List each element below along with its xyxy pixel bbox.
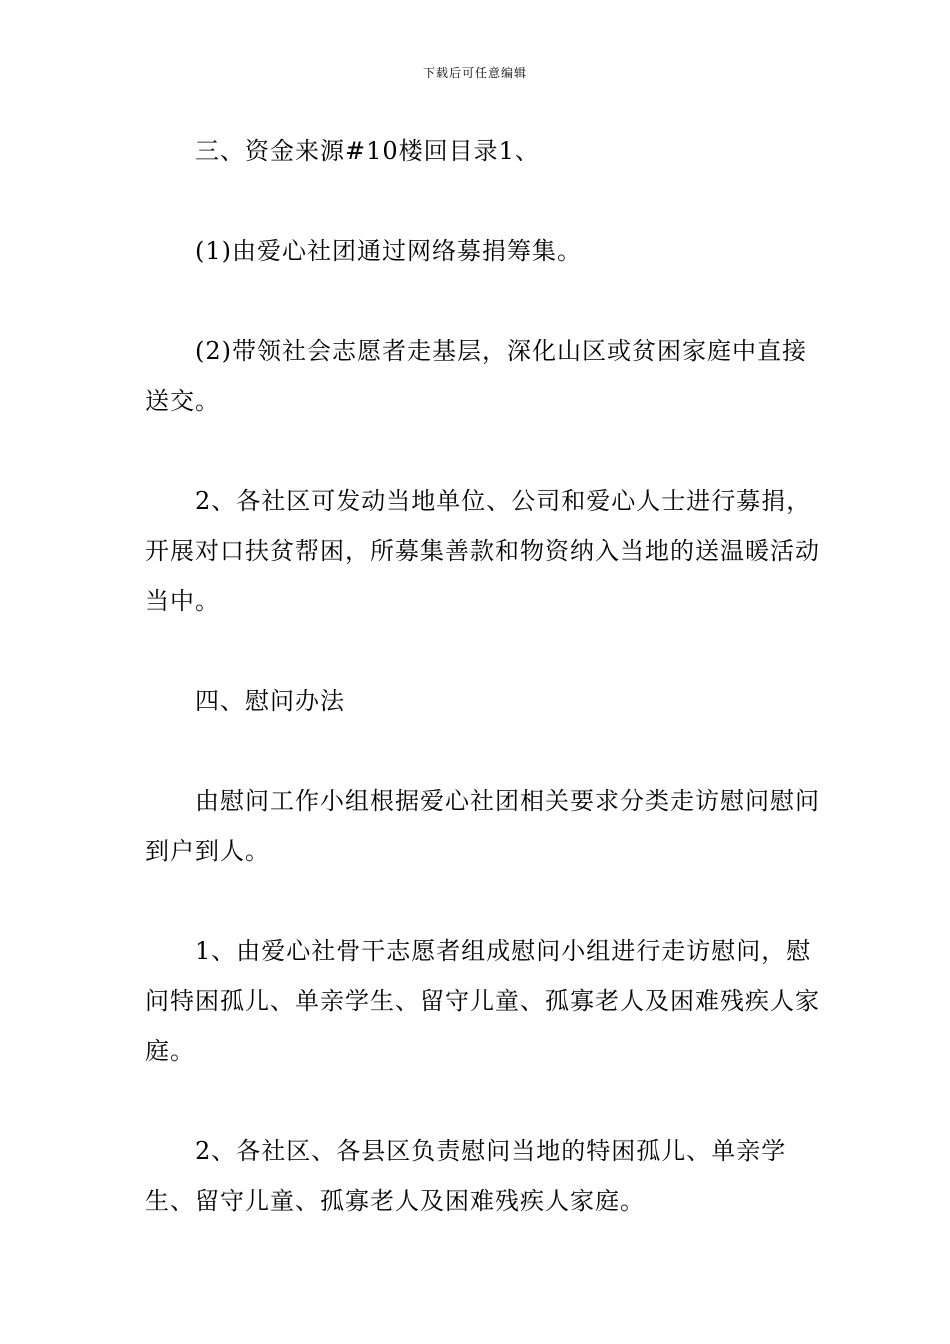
section-heading-methods: 四、慰问办法	[195, 687, 345, 715]
paragraph-item-6: 2、各社区、各县区负责慰问当地的特困孤儿、单亲学生、留守儿童、孤寡老人及困难残疾人家庭。	[145, 1137, 787, 1215]
paragraph-item-1: (1)由爱心社团通过网络募捐筹集。	[195, 237, 582, 265]
paragraph-item-5: 1、由爱心社骨干志愿者组成慰问小组进行走访慰问，慰问特困孤儿、单亲学生、留守儿童、孤寡老人及困难残疾人家庭。	[145, 937, 820, 1065]
paragraph-item-2: (2)带领社会志愿者走基层，深化山区或贫困家庭中直接送交。	[145, 337, 807, 415]
paragraph-item-3: 2、各社区可发动当地单位、公司和爱心人士进行募捐，开展对口扶贫帮困，所募集善款和物资纳入当地的送温暖活动当中。	[145, 487, 820, 615]
document-body	[145, 126, 825, 1226]
section-heading-funding: 三、资金来源#10楼回目录1、	[195, 137, 540, 165]
paragraph-item-4: 由慰问工作小组根据爱心社团相关要求分类走访慰问慰问到户到人。	[145, 787, 820, 865]
page-header: 下载后可任意编辑	[422, 66, 527, 80]
